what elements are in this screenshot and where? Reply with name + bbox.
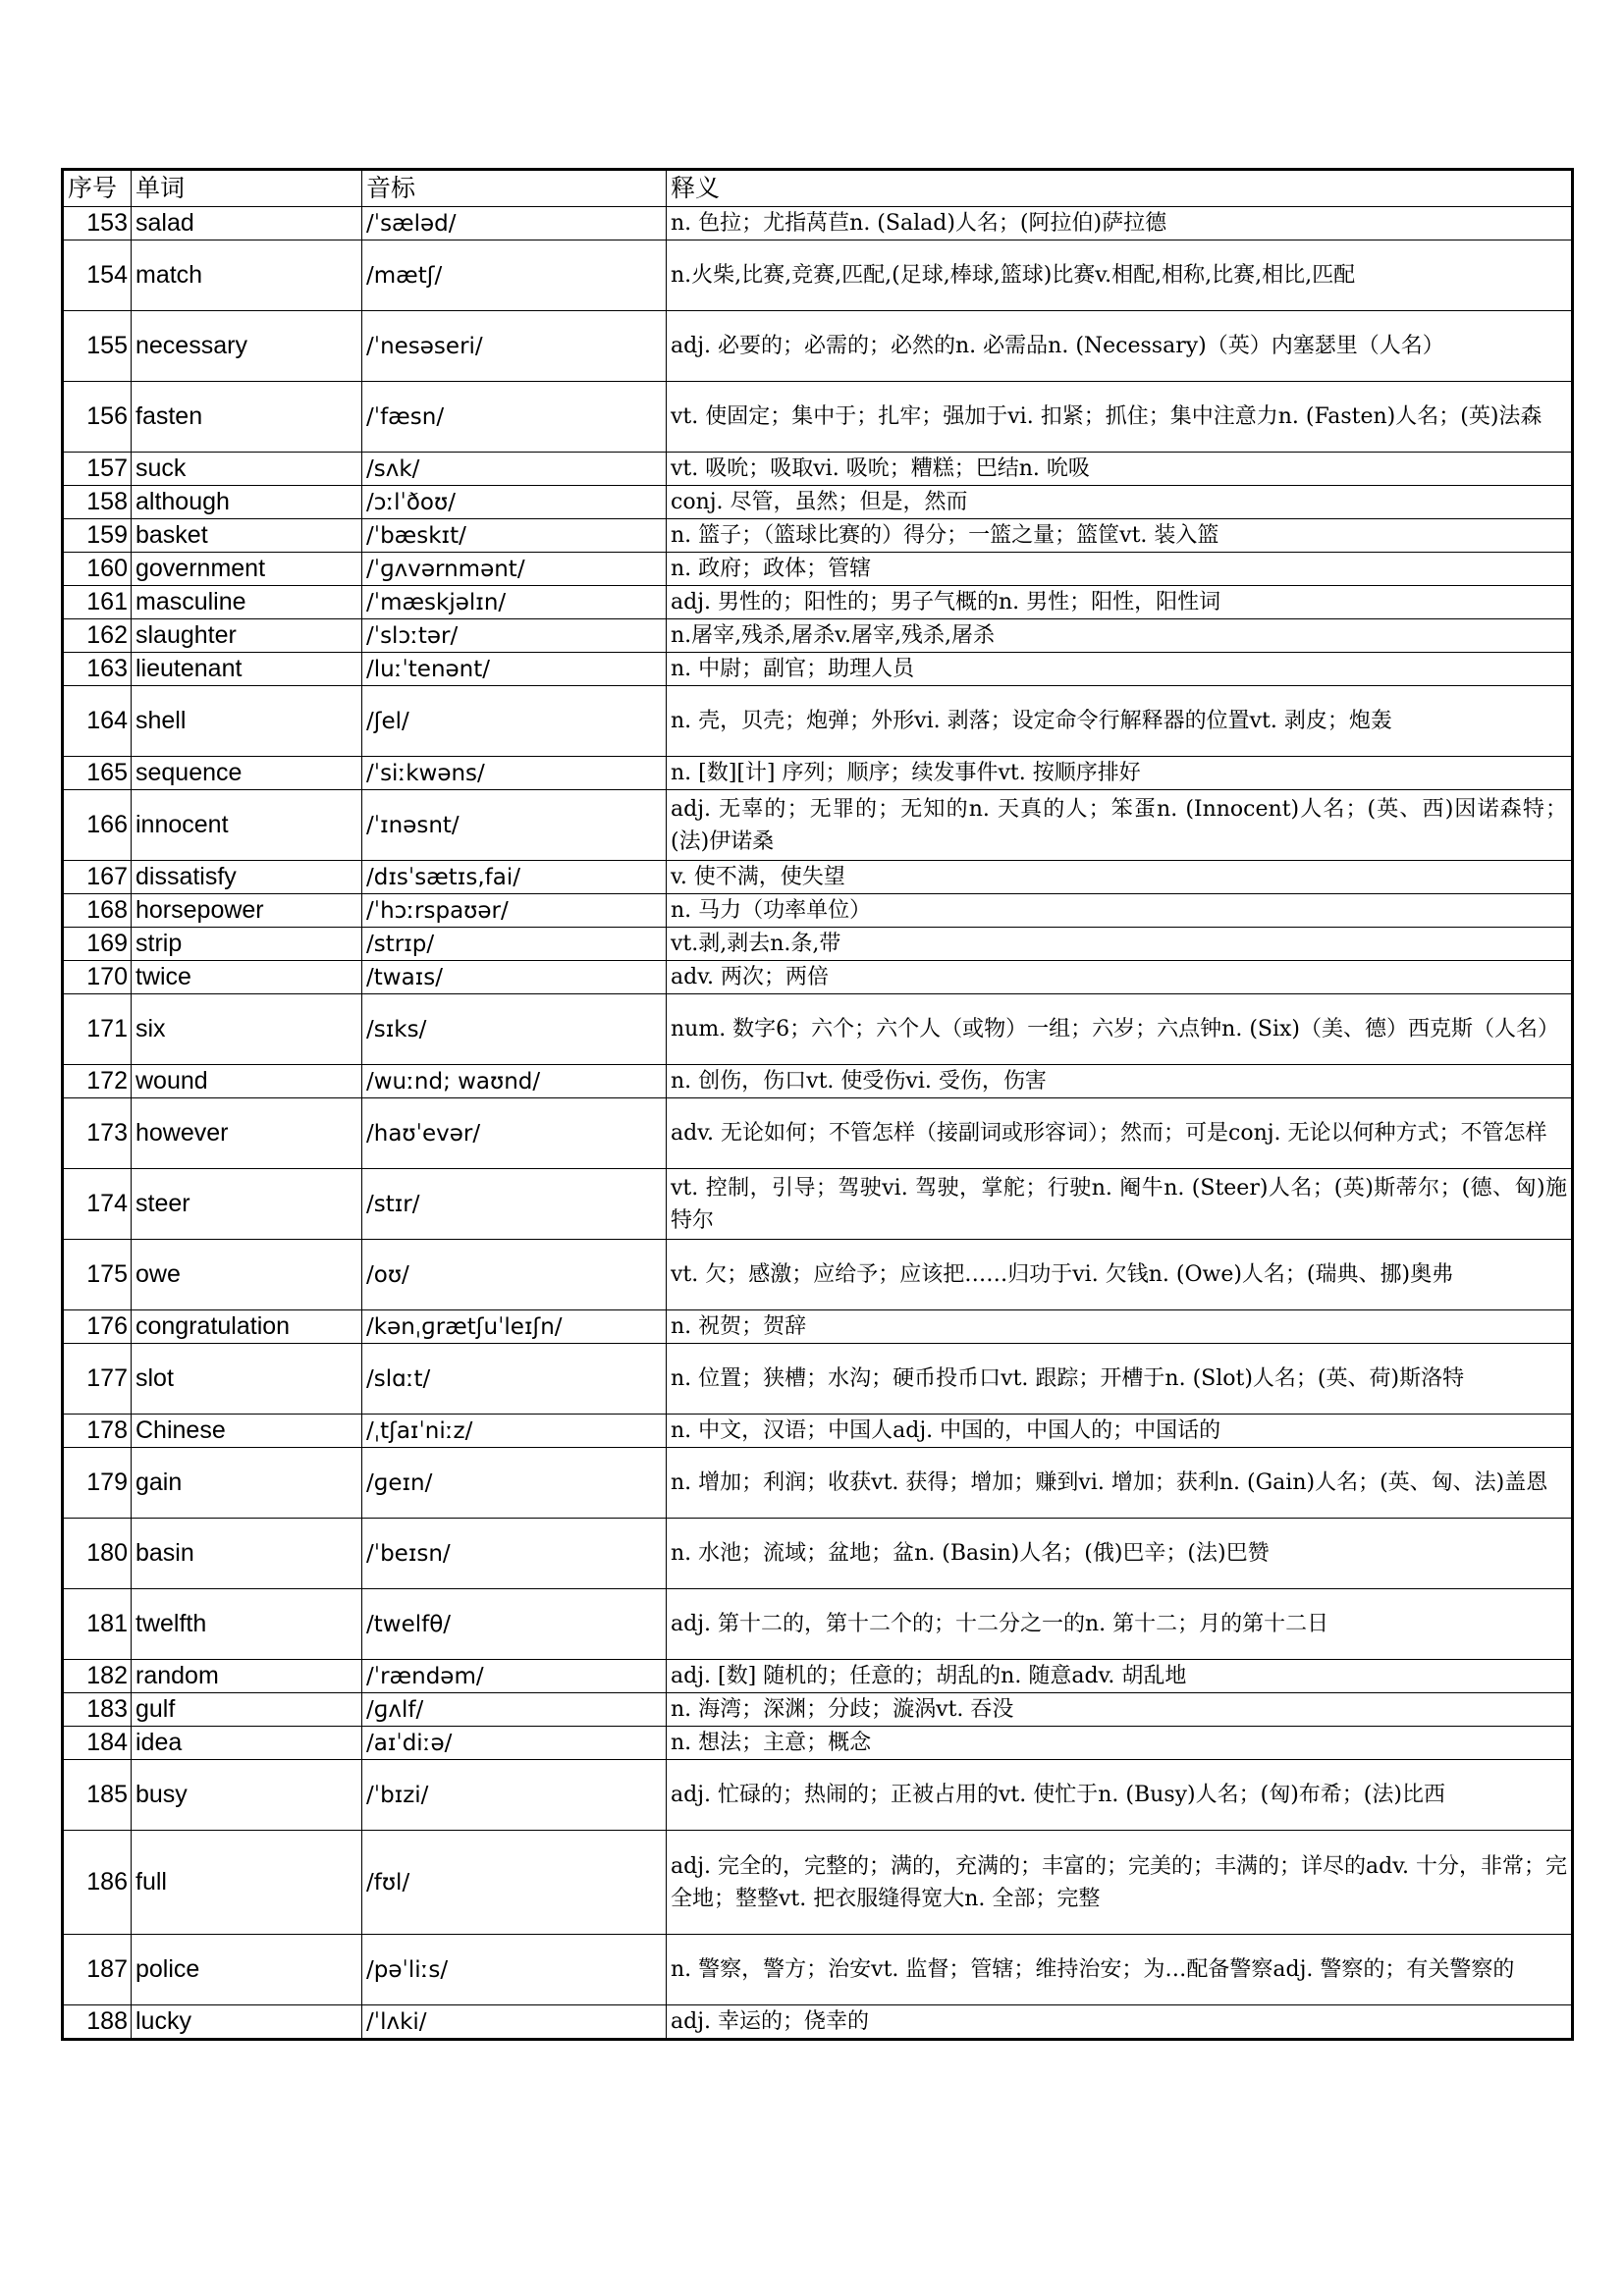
table-row [63,1589,1573,1660]
row-word: fasten [132,382,362,453]
row-definition: n. 中尉；副官；助理人员 [667,653,1573,686]
row-definition: adj. 男性的；阳性的；男子气概的n. 男性；阳性，阳性词 [667,586,1573,619]
table-row [63,686,1573,757]
row-number: 161 [63,586,132,619]
row-phonetic: /ˈɪnəsnt/ [362,790,667,861]
row-definition: n. 政府；政体；管辖 [667,553,1573,586]
row-number: 180 [63,1519,132,1589]
row-word: owe [132,1240,362,1310]
row-number: 177 [63,1344,132,1415]
row-definition: adj. 幸运的；侥幸的 [667,2005,1573,2040]
table-row [63,1344,1573,1415]
table-row [63,790,1573,861]
row-definition: n. 中文，汉语；中国人adj. 中国的，中国人的；中国话的 [667,1415,1573,1448]
row-definition: adj. [数] 随机的；任意的；胡乱的n. 随意adv. 胡乱地 [667,1660,1573,1693]
row-phonetic: /kənˌɡrætʃuˈleɪʃn/ [362,1310,667,1344]
table-row [63,1098,1573,1169]
row-definition: n. 壳，贝壳；炮弹；外形vi. 剥落；设定命令行解释器的位置vt. 剥皮；炮轰 [667,686,1573,757]
row-number: 176 [63,1310,132,1344]
row-number: 185 [63,1760,132,1831]
row-word: slot [132,1344,362,1415]
row-phonetic: /ˈsæləd/ [362,207,667,240]
row-word: gain [132,1448,362,1519]
row-definition: n. 位置；狭槽；水沟；硬币投币口vt. 跟踪；开槽于n. (Slot)人名；(英、荷)斯洛特 [667,1344,1573,1415]
row-definition: n.屠宰,残杀,屠杀v.屠宰,残杀,屠杀 [667,619,1573,653]
row-word: innocent [132,790,362,861]
row-definition: n. 海湾；深渊；分歧；漩涡vt. 吞没 [667,1693,1573,1727]
row-word: gulf [132,1693,362,1727]
row-definition: vt. 吸吮；吸取vi. 吸吮；糟糕；巴结n. 吮吸 [667,453,1573,486]
row-phonetic: /ʃel/ [362,686,667,757]
row-phonetic: /ˈslɔːtər/ [362,619,667,653]
table-row [63,1693,1573,1727]
row-phonetic: /slɑːt/ [362,1344,667,1415]
row-phonetic: /ɡʌlf/ [362,1693,667,1727]
row-definition: vt.剥,剥去n.条,带 [667,928,1573,961]
row-phonetic: /twaɪs/ [362,961,667,994]
row-word: busy [132,1760,362,1831]
row-definition: n. 想法；主意；概念 [667,1727,1573,1760]
row-number: 178 [63,1415,132,1448]
row-number: 159 [63,519,132,553]
header-definition: 释义 [667,170,1573,207]
row-number: 168 [63,894,132,928]
row-phonetic: /luːˈtenənt/ [362,653,667,686]
row-word: steer [132,1169,362,1240]
table-row [63,861,1573,894]
row-word: horsepower [132,894,362,928]
row-phonetic: /ˈɡʌvərnmənt/ [362,553,667,586]
row-definition: adj. 无辜的；无罪的；无知的n. 天真的人；笨蛋n. (Innocent)人名；(英、西)因诺森特；(法)伊诺桑 [667,790,1573,861]
row-number: 169 [63,928,132,961]
table-row [63,207,1573,240]
row-number: 172 [63,1065,132,1098]
table-row [63,894,1573,928]
row-word: suck [132,453,362,486]
row-definition: vt. 欠；感激；应给予；应该把……归功于vi. 欠钱n. (Owe)人名；(瑞典、挪)奥弗 [667,1240,1573,1310]
row-number: 167 [63,861,132,894]
table-row [63,1727,1573,1760]
row-phonetic: /stɪr/ [362,1169,667,1240]
row-word: sequence [132,757,362,790]
row-definition: n. [数][计] 序列；顺序；续发事件vt. 按顺序排好 [667,757,1573,790]
row-definition: adv. 无论如何；不管怎样（接副词或形容词）；然而；可是conj. 无论以何种方式；不管怎样 [667,1098,1573,1169]
row-definition: n.火柴,比赛,竞赛,匹配,(足球,棒球,篮球)比赛v.相配,相称,比赛,相比,匹配 [667,240,1573,311]
header-word: 单词 [132,170,362,207]
row-number: 173 [63,1098,132,1169]
table-body [63,207,1573,2040]
row-phonetic: /sʌk/ [362,453,667,486]
table-row [63,1448,1573,1519]
table-row [63,928,1573,961]
row-number: 166 [63,790,132,861]
row-definition: adj. 完全的，完整的；满的，充满的；丰富的；完美的；丰满的；详尽的adv. 十分，非常；完全地；整整vt. 把衣服缝得宽大n. 全部；完整 [667,1831,1573,1935]
row-phonetic: /mætʃ/ [362,240,667,311]
row-definition: n. 水池；流域；盆地；盆n. (Basin)人名；(俄)巴辛；(法)巴赞 [667,1519,1573,1589]
row-phonetic: /sɪks/ [362,994,667,1065]
row-word: twice [132,961,362,994]
row-word: masculine [132,586,362,619]
row-definition: num. 数字6；六个；六个人（或物）一组；六岁；六点钟n. (Six)（美、德）西克斯（人名） [667,994,1573,1065]
row-phonetic: /ˈbɪzi/ [362,1760,667,1831]
table-row [63,961,1573,994]
row-word: government [132,553,362,586]
row-definition: vt. 使固定；集中于；扎牢；强加于vi. 扣紧；抓住；集中注意力n. (Fasten)人名；(英)法森 [667,382,1573,453]
row-definition: n. 创伤，伤口vt. 使受伤vi. 受伤，伤害 [667,1065,1573,1098]
row-word: police [132,1935,362,2005]
row-definition: n. 警察，警方；治安vt. 监督；管辖；维持治安；为…配备警察adj. 警察的；有关警察的 [667,1935,1573,2005]
table-row [63,1660,1573,1693]
row-phonetic: /ˈbæskɪt/ [362,519,667,553]
row-number: 157 [63,453,132,486]
row-word: Chinese [132,1415,362,1448]
table-row [63,1310,1573,1344]
table-row [63,2005,1573,2040]
row-phonetic: /ˈnesəseri/ [362,311,667,382]
row-number: 158 [63,486,132,519]
row-word: congratulation [132,1310,362,1344]
row-word: shell [132,686,362,757]
row-number: 184 [63,1727,132,1760]
row-phonetic: /ɡeɪn/ [362,1448,667,1519]
row-phonetic: /twelfθ/ [362,1589,667,1660]
row-phonetic: /ˈrændəm/ [362,1660,667,1693]
table-row [63,453,1573,486]
row-number: 162 [63,619,132,653]
row-number: 160 [63,553,132,586]
row-word: basket [132,519,362,553]
row-word: dissatisfy [132,861,362,894]
header-phonetic: 音标 [362,170,667,207]
row-number: 179 [63,1448,132,1519]
row-number: 170 [63,961,132,994]
row-phonetic: /ˈfæsn/ [362,382,667,453]
row-definition: conj. 尽管，虽然；但是，然而 [667,486,1573,519]
row-phonetic: /strɪp/ [362,928,667,961]
table-row [63,1065,1573,1098]
row-word: match [132,240,362,311]
table-row [63,1519,1573,1589]
row-word: idea [132,1727,362,1760]
row-phonetic: /ˌtʃaɪˈniːz/ [362,1415,667,1448]
table-row [63,1169,1573,1240]
row-number: 153 [63,207,132,240]
table-row [63,486,1573,519]
row-word: lucky [132,2005,362,2040]
row-definition: adj. 必要的；必需的；必然的n. 必需品n. (Necessary)（英）内塞瑟里（人名） [667,311,1573,382]
row-phonetic: /ˈlʌki/ [362,2005,667,2040]
row-definition: adj. 第十二的，第十二个的；十二分之一的n. 第十二；月的第十二日 [667,1589,1573,1660]
table-row [63,994,1573,1065]
row-phonetic: /pəˈliːs/ [362,1935,667,2005]
row-phonetic: /haʊˈevər/ [362,1098,667,1169]
header-number: 序号 [63,170,132,207]
row-word: twelfth [132,1589,362,1660]
row-number: 171 [63,994,132,1065]
row-definition: n. 祝贺；贺辞 [667,1310,1573,1344]
row-definition: n. 篮子；（篮球比赛的）得分；一篮之量；篮筐vt. 装入篮 [667,519,1573,553]
row-number: 156 [63,382,132,453]
row-word: six [132,994,362,1065]
vocabulary-table [61,168,1574,2041]
row-word: salad [132,207,362,240]
row-number: 165 [63,757,132,790]
row-definition: vt. 控制，引导；驾驶vi. 驾驶，掌舵；行驶n. 阉牛n. (Steer)人名；(英)斯蒂尔；(德、匈)施特尔 [667,1169,1573,1240]
table-row [63,1831,1573,1935]
row-definition: adj. 忙碌的；热闹的；正被占用的vt. 使忙于n. (Busy)人名；(匈)布希；(法)比西 [667,1760,1573,1831]
row-number: 175 [63,1240,132,1310]
row-phonetic: /oʊ/ [362,1240,667,1310]
table-row [63,311,1573,382]
table-row [63,553,1573,586]
row-word: wound [132,1065,362,1098]
row-word: although [132,486,362,519]
row-word: however [132,1098,362,1169]
table-row [63,619,1573,653]
row-phonetic: /wuːnd; waʊnd/ [362,1065,667,1098]
row-definition: n. 增加；利润；收获vt. 获得；增加；赚到vi. 增加；获利n. (Gain)人名；(英、匈、法)盖恩 [667,1448,1573,1519]
row-word: basin [132,1519,362,1589]
row-phonetic: /ɔːlˈðoʊ/ [362,486,667,519]
row-phonetic: /ˈmæskjəlɪn/ [362,586,667,619]
table-row [63,240,1573,311]
row-phonetic: /ˈbeɪsn/ [362,1519,667,1589]
table-row [63,1935,1573,2005]
table-row [63,1415,1573,1448]
row-definition: adv. 两次；两倍 [667,961,1573,994]
table-row [63,757,1573,790]
row-phonetic: /aɪˈdiːə/ [362,1727,667,1760]
row-number: 187 [63,1935,132,2005]
row-number: 154 [63,240,132,311]
row-number: 188 [63,2005,132,2040]
table-row [63,1240,1573,1310]
header-row [63,170,1573,207]
row-number: 155 [63,311,132,382]
row-number: 181 [63,1589,132,1660]
row-word: strip [132,928,362,961]
row-word: necessary [132,311,362,382]
row-phonetic: /dɪsˈsætɪs,fai/ [362,861,667,894]
table-row [63,1760,1573,1831]
row-phonetic: /ˈhɔːrspaʊər/ [362,894,667,928]
row-phonetic: /fʊl/ [362,1831,667,1935]
row-number: 163 [63,653,132,686]
row-definition: n. 色拉；尤指莴苣n. (Salad)人名；(阿拉伯)萨拉德 [667,207,1573,240]
row-word: slaughter [132,619,362,653]
row-number: 183 [63,1693,132,1727]
row-definition: n. 马力（功率单位） [667,894,1573,928]
row-number: 186 [63,1831,132,1935]
row-number: 164 [63,686,132,757]
row-number: 174 [63,1169,132,1240]
row-definition: v. 使不满，使失望 [667,861,1573,894]
row-phonetic: /ˈsiːkwəns/ [362,757,667,790]
table-row [63,653,1573,686]
table-row [63,586,1573,619]
row-word: lieutenant [132,653,362,686]
table-row [63,382,1573,453]
row-word: random [132,1660,362,1693]
row-word: full [132,1831,362,1935]
table-row [63,519,1573,553]
row-number: 182 [63,1660,132,1693]
